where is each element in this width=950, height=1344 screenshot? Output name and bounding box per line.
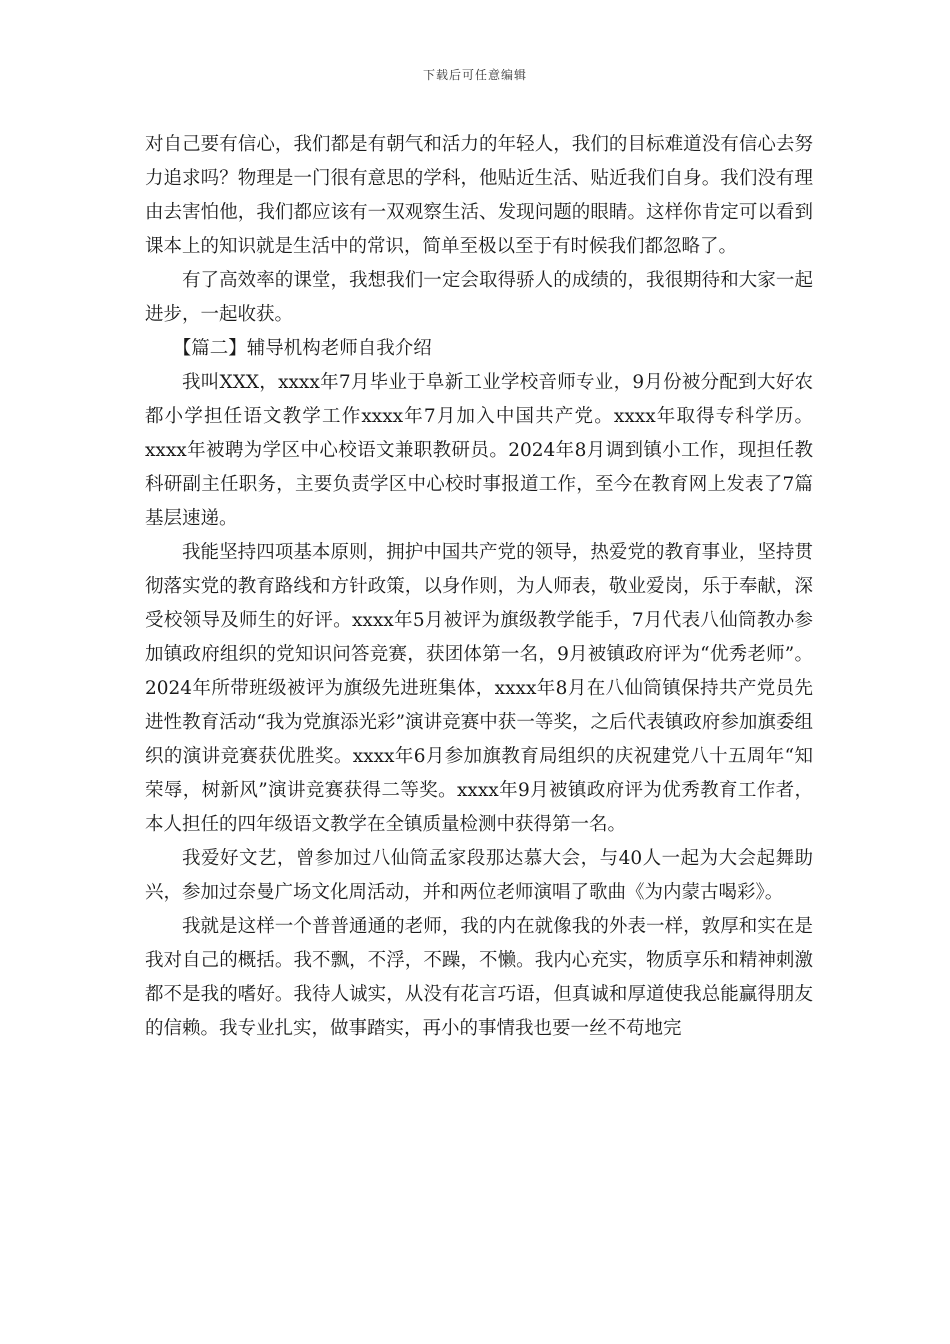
paragraph: 我就是这样一个普普通通的老师，我的内在就像我的外表一样，敦厚和实在是我对自己的概括。我不飘，不浮，不躁，不懒。我内心充实，物质享乐和精神刺激都不是我的嗜好。我待人诚实，从没有花言巧语，但真诚和厚道使我总能赢得朋友的信赖。我专业扎实，做事踏实，再小的事情我也要一丝不苟地完 <box>145 916 813 1039</box>
document-body <box>145 128 813 1046</box>
paragraph: 我爱好文艺，曾参加过八仙筒孟家段那达慕大会，与40人一起为大会起舞助兴，参加过奈曼广场文化周活动，并和两位老师演唱了歌曲《为内蒙古喝彩》。 <box>145 848 813 903</box>
page-header: 下载后可任意编辑 <box>422 68 527 82</box>
paragraph: 我叫XXX，xxxx年7月毕业于阜新工业学校音师专业，9月份被分配到大好农都小学担任语文教学工作xxxx年7月加入中国共产党。xxxx年取得专科学历。xxxx年被聘为学区中心校语文兼职教研员。2024年8月调到镇小工作，现担任教科研副主任职务，主要负责学区中心校时事报道工作，至今在教育网上发表了7篇基层速递。 <box>145 372 813 529</box>
paragraph: 我能坚持四项基本原则，拥护中国共产党的领导，热爱党的教育事业，坚持贯彻落实党的教育路线和方针政策，以身作则，为人师表，敬业爱岗，乐于奉献，深受校领导及师生的好评。xxxx年5月被评为旗级教学能手，7月代表八仙筒教办参加镇政府组织的党知识问答竞赛，获团体第一名，9月被镇政府评为“优秀老师”。2024年所带班级被评为旗级先进班集体，xxxx年8月在八仙筒镇保持共产党员先进性教育活动“我为党旗添光彩”演讲竞赛中获一等奖，之后代表镇政府参加旗委组织的演讲竞赛获优胜奖。xxxx年6月参加旗教育局组织的庆祝建党八十五周年“知荣辱，树新风”演讲竞赛获得二等奖。xxxx年9月被镇政府评为优秀教育工作者，本人担任的四年级语文教学在全镇质量检测中获得第一名。 <box>145 542 813 835</box>
paragraph-continuation: 对自己要有信心，我们都是有朝气和活力的年轻人，我们的目标难道没有信心去努力追求吗？物理是一门很有意思的学科，他贴近生活、贴近我们自身。我们没有理由去害怕他，我们都应该有一双观察生活、发现问题的眼睛。这样你肯定可以看到课本上的知识就是生活中的常识，简单至极以至于有时候我们都忽略了。 <box>145 134 813 257</box>
paragraph: 有了高效率的课堂，我想我们一定会取得骄人的成绩的，我很期待和大家一起进步，一起收获。 <box>145 270 813 325</box>
section-heading: 【篇二】辅导机构老师自我介绍 <box>172 338 432 359</box>
